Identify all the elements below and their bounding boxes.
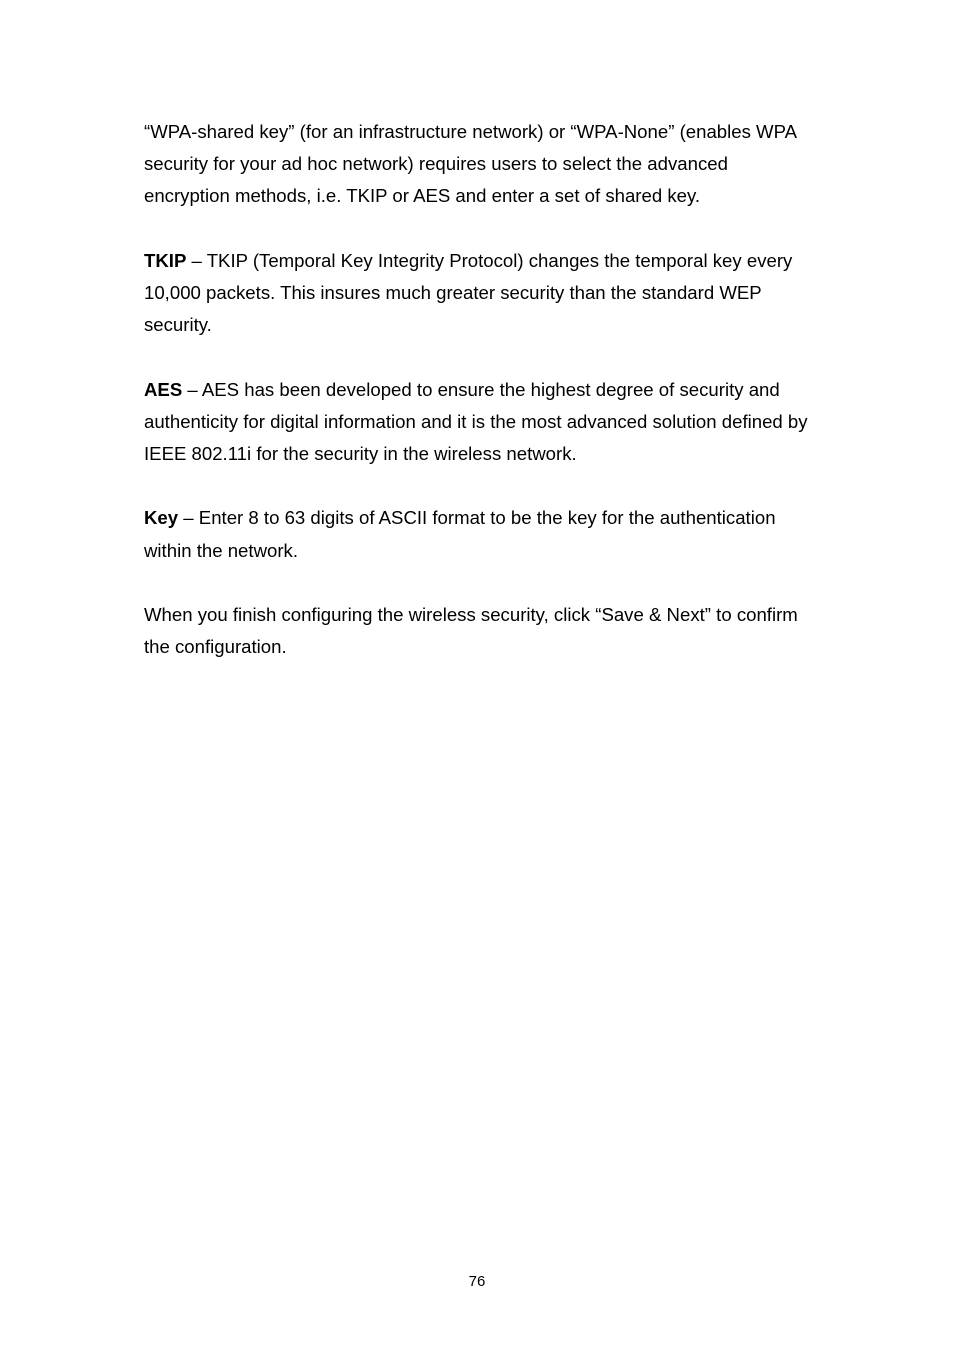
save-next-text: When you finish configuring the wireless security, click “Save & Next” to confirm the configuration. [144,603,798,658]
tkip-description: – TKIP (Temporal Key Integrity Protocol) changes the temporal key every 10,000 packets. This insures much greater security than the standard WEP security. [144,249,793,336]
save-next-paragraph [144,599,814,663]
page-number: 76 [468,1273,486,1290]
tkip-paragraph [144,245,814,342]
key-term: Key [144,507,179,529]
tkip-term: TKIP [144,249,187,271]
wpa-shared-key-text: “WPA-shared key” (for an infrastructure network) or “WPA-None” (enables WPA security for your ad hoc network) requires users to select the advanced encryption methods, i.e. TKIP or AES and enter a set of shared key. [144,121,797,207]
wpa-shared-key-paragraph [144,116,814,213]
key-description: – Enter 8 to 63 digits of ASCII format to be the key for the authentication within the network. [144,507,776,561]
key-paragraph [144,502,814,566]
aes-paragraph [144,374,814,471]
page-body [144,116,814,696]
aes-term: AES [144,378,183,400]
aes-description: – AES has been developed to ensure the highest degree of security and authenticity for digital information and it is the most advanced solution defined by IEEE 802.11i for the security in the wireless network. [144,378,808,464]
